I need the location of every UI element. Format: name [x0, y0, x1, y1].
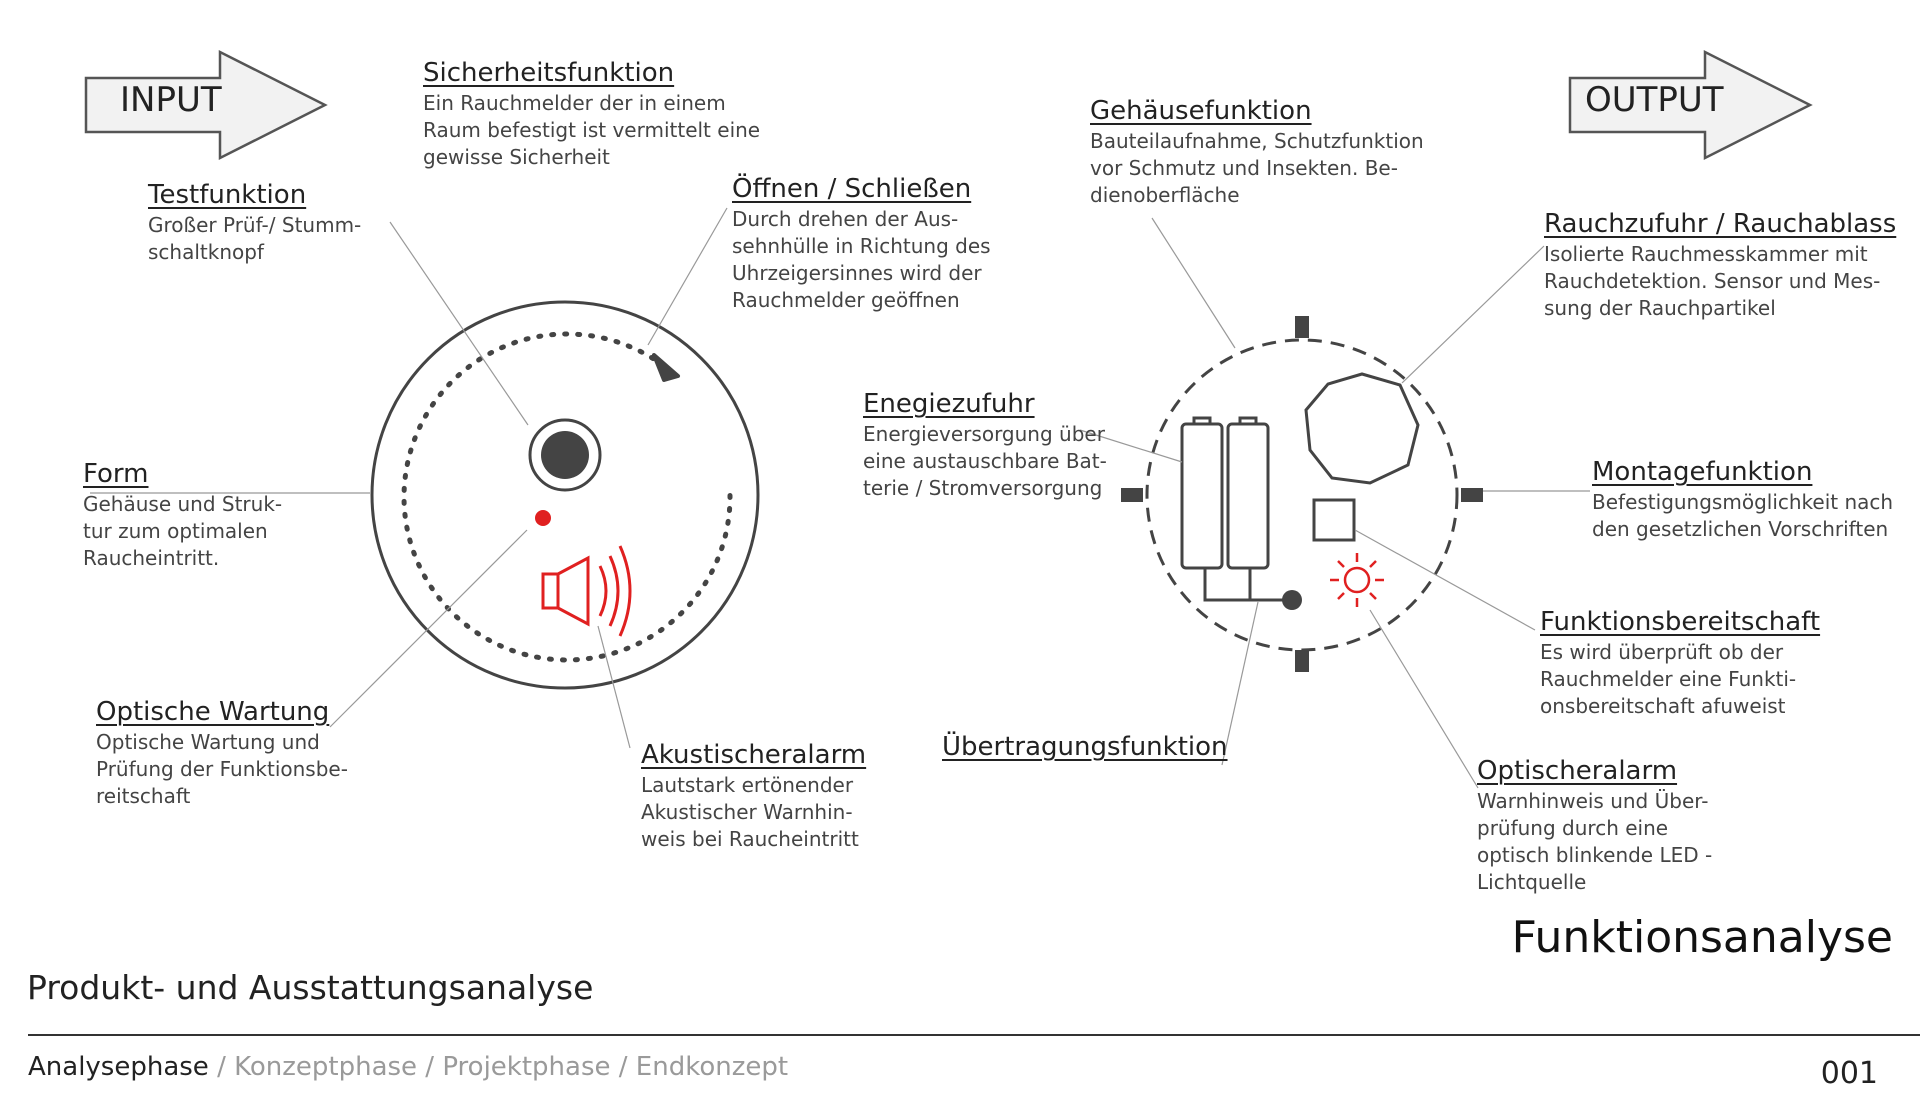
input-label: INPUT	[120, 80, 222, 120]
dotted-rotation-arc	[404, 334, 730, 660]
label-desc: Befestigungsmöglichkeit nach den gesetzlichen Vorschriften	[1592, 490, 1894, 541]
label-title: Enegiezufuhr	[863, 389, 1035, 419]
smoke-detector-front-view	[372, 302, 758, 688]
funktionsanalyse-heading: Funktionsanalyse	[1511, 912, 1893, 963]
produkt-analyse-heading: Produkt- und Ausstattungsanalyse	[27, 968, 594, 1007]
label-enegiezufuhr	[863, 389, 1107, 502]
label-rauchzufuhr	[1544, 209, 1896, 322]
label-title: Form	[83, 459, 149, 489]
label-title: Montagefunktion	[1592, 457, 1813, 487]
label-gehaeusefunktion	[1090, 96, 1424, 209]
label-title: Rauchzufuhr / Rauchablass	[1544, 209, 1897, 239]
label-desc: Bauteilaufnahme, Schutzfunktion vor Schmutz und Insekten. Be- dienoberfläche	[1090, 129, 1424, 207]
phase-others: / Konzeptphase / Projektphase / Endkonzept	[208, 1052, 789, 1082]
label-title: Akustischeralarm	[641, 740, 867, 770]
label-desc: Es wird überprüft ob der Rauchmelder eine Funkti- onsbereitschaft afuweist	[1540, 640, 1797, 718]
label-title: Optische Wartung	[96, 697, 330, 727]
label-montagefunktion	[1592, 457, 1893, 543]
sensor-square-icon	[1314, 500, 1354, 540]
label-desc: Lautstark ertönender Akustischer Warnhin- weis bei Raucheintritt	[641, 773, 859, 851]
phase-active: Analysephase	[28, 1052, 209, 1082]
label-form	[83, 459, 282, 572]
battery-icon	[1182, 418, 1292, 600]
output-label: OUTPUT	[1585, 80, 1724, 120]
label-sicherheitsfunktion	[423, 58, 760, 171]
label-funktionsbereitschaft	[1540, 607, 1820, 720]
speaker-icon	[543, 546, 630, 636]
label-testfunktion	[148, 180, 361, 266]
test-button-icon	[541, 431, 589, 479]
smoke-chamber-icon	[1306, 374, 1418, 483]
phase-breadcrumb	[28, 1052, 788, 1082]
label-optischeralarm	[1477, 756, 1712, 896]
footer-divider	[28, 1034, 1920, 1036]
label-desc: Energieversorgung über eine austauschbare Bat- terie / Stromversorgung	[863, 422, 1107, 500]
rotation-arrowhead-icon	[654, 355, 678, 380]
label-title: Öffnen / Schließen	[732, 174, 972, 204]
transmission-node-icon	[1282, 590, 1302, 610]
led-indicator-icon	[535, 510, 551, 526]
detector-outer-circle	[372, 302, 758, 688]
label-title: Gehäusefunktion	[1090, 96, 1312, 126]
label-title: Optischeralarm	[1477, 756, 1678, 786]
label-desc: Gehäuse und Struk- tur zum optimalen Raucheintritt.	[83, 492, 283, 570]
label-optische-wartung	[96, 697, 348, 810]
label-desc: Isolierte Rauchmesskammer mit Rauchdetektion. Sensor und Mes- sung der Rauchpartikel	[1544, 242, 1881, 320]
label-title: Sicherheitsfunktion	[423, 58, 675, 88]
mount-tab-top	[1295, 316, 1309, 338]
label-desc: Optische Wartung und Prüfung der Funktionsbe- reitschaft	[96, 730, 348, 808]
mount-tab-right	[1461, 488, 1483, 502]
label-uebertragungsfunktion	[942, 732, 1228, 762]
label-desc: Warnhinweis und Über- prüfung durch eine optisch blinkende LED - Lichtquelle	[1477, 789, 1713, 894]
internal-dashed-circle	[1147, 340, 1457, 650]
label-akustischeralarm	[641, 740, 866, 853]
label-desc: Ein Rauchmelder der in einem Raum befestigt ist vermittelt eine gewisse Sicherheit	[423, 91, 761, 169]
label-title: Übertragungsfunktion	[942, 732, 1228, 762]
smoke-detector-internal-view	[1121, 316, 1483, 672]
label-desc: Durch drehen der Aus- sehnhülle in Richtung des Uhrzeigersinnes wird der Rauchmelder geöffnen	[732, 207, 991, 312]
label-oeffnen-schliessen	[732, 174, 991, 314]
led-light-icon	[1330, 553, 1384, 607]
mount-tab-left	[1121, 488, 1143, 502]
page-number: 001	[1820, 1056, 1878, 1091]
label-title: Funktionsbereitschaft	[1540, 607, 1821, 637]
mount-tab-bottom	[1295, 650, 1309, 672]
label-desc: Großer Prüf-/ Stumm- schaltknopf	[148, 213, 362, 264]
label-title: Testfunktion	[148, 180, 307, 210]
